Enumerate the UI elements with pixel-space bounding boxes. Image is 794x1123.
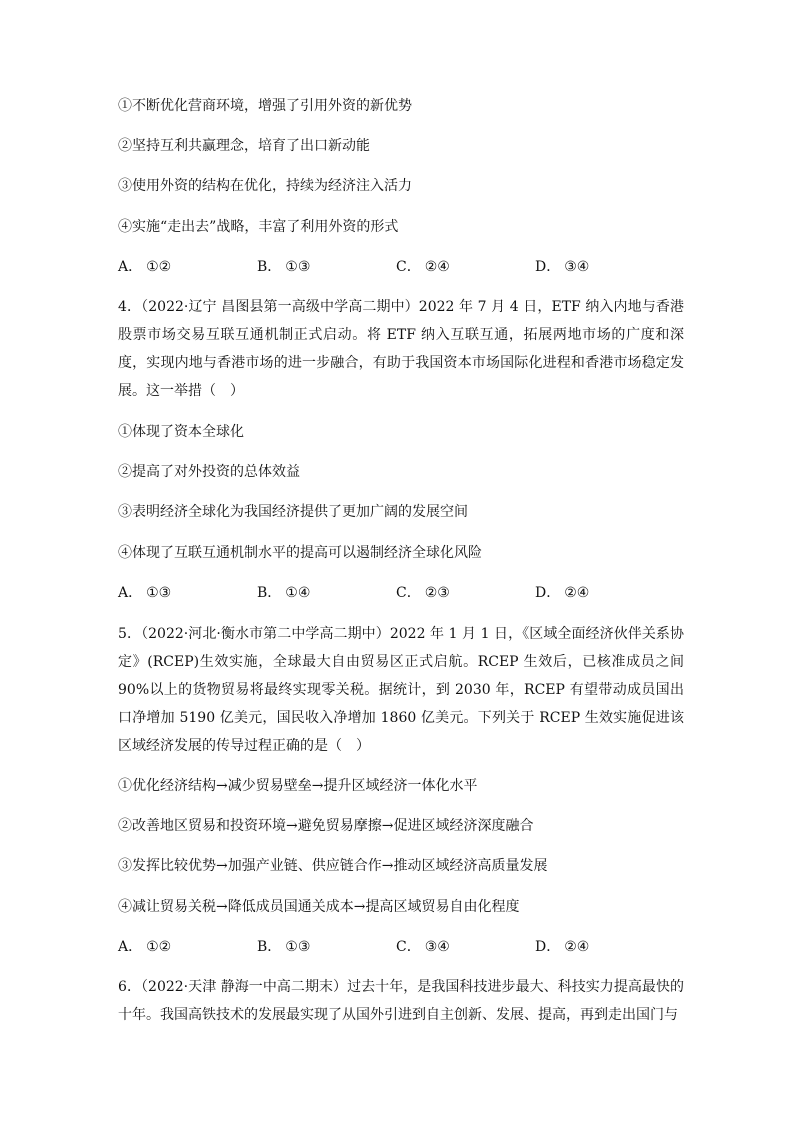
q4-choice-b[interactable]: B． ①④ [257, 585, 311, 601]
q3-choice-d[interactable]: D． ③④ [535, 259, 590, 275]
q5-option-2: ②改善地区贸易和投资环境→避免贸易摩擦→促进区域经济深度融合 [118, 818, 534, 834]
q5-option-3: ③发挥比较优势→加强产业链、供应链合作→推动区域经济高质量发展 [118, 858, 548, 874]
q5-source: （2022·河北·衡水市第二中学高二期中） [141, 626, 390, 642]
q5-number: 5． [118, 626, 142, 642]
q6-stem-text: 过去十年，是我国科技进步最大、科技实力提高最快的十年。我国高铁技术的发展最实现了从国外引进到自主创新、发展、提高，再到走出国门与 [118, 979, 685, 1023]
q4-option-4: ④体现了互联互通机制水平的提高可以遏制经济全球化风险 [118, 545, 482, 561]
q6-number: 6． [118, 979, 141, 995]
q4-source: （2022·辽宁 昌图县第一高级中学高二期中） [141, 299, 419, 315]
q5-choice-a[interactable]: A． ①② [118, 939, 172, 955]
q4-option-2: ②提高了对外投资的总体效益 [118, 464, 300, 480]
q3-option-3: ③使用外资的结构在优化，持续为经济注入活力 [118, 178, 412, 194]
q3-option-2: ②坚持互利共赢理念，培育了出口新动能 [118, 138, 370, 154]
q5-choice-b[interactable]: B． ①③ [257, 939, 311, 955]
q3-option-1: ①不断优化营商环境，增强了引用外资的新优势 [118, 98, 412, 114]
q5-choice-d[interactable]: D． ②④ [535, 939, 590, 955]
q4-stem-text: 2022 年 7 月 4 日，ETF 纳入内地与香港股票市场交易互联互通机制正式启动。将 ETF 纳入互联互通，拓展两地市场的广度和深度，实现内地与香港市场的进一步融合，有助于我国资本市场国际化进程和香港市场稳定发展。这一举措（ ） [118, 299, 684, 399]
q5-choice-c[interactable]: C． ③④ [396, 939, 450, 955]
q4-stem [118, 293, 684, 405]
q5-stem-text: 2022 年 1 月 1 日，《区域全面经济伙伴关系协定》(RCEP)生效实施，全球最大自由贸易区正式启航。RCEP 生效后，已核准成员之间 90%以上的货物贸易将最终实现零关税。据统计，到 2030 年，RCEP 有望带动成员国出口净增加 5190 亿美元，国民收入净增加 1860 亿美元。下列关于 RCEP 生效实施促进该区域经济发展的传导过程正确的是（ ） [118, 626, 684, 754]
q6-source: （2022·天津 静海一中高二期末） [141, 979, 348, 995]
q3-choice-c[interactable]: C． ②④ [396, 259, 450, 275]
q4-choice-a[interactable]: A． ①③ [118, 585, 172, 601]
q5-option-1: ①优化经济结构→减少贸易壁垒→提升区域经济一体化水平 [118, 778, 478, 794]
q4-number: 4． [118, 299, 142, 315]
q4-choices [118, 583, 688, 603]
q6-stem [118, 973, 684, 1029]
q3-choice-b[interactable]: B． ①③ [257, 259, 311, 275]
q4-choice-d[interactable]: D． ②④ [535, 585, 590, 601]
q5-option-4: ④减让贸易关税→降低成员国通关成本→提高区域贸易自由化程度 [118, 899, 520, 915]
q4-choice-c[interactable]: C． ②③ [396, 585, 450, 601]
q5-stem [118, 620, 684, 760]
q5-choices [118, 937, 688, 957]
q3-option-4: ④实施“走出去”战略，丰富了利用外资的形式 [118, 219, 399, 235]
q4-option-1: ①体现了资本全球化 [118, 424, 244, 440]
q3-choices [118, 257, 688, 277]
q3-choice-a[interactable]: A． ①② [118, 259, 172, 275]
q4-option-3: ③表明经济全球化为我国经济提供了更加广阔的发展空间 [118, 504, 468, 520]
